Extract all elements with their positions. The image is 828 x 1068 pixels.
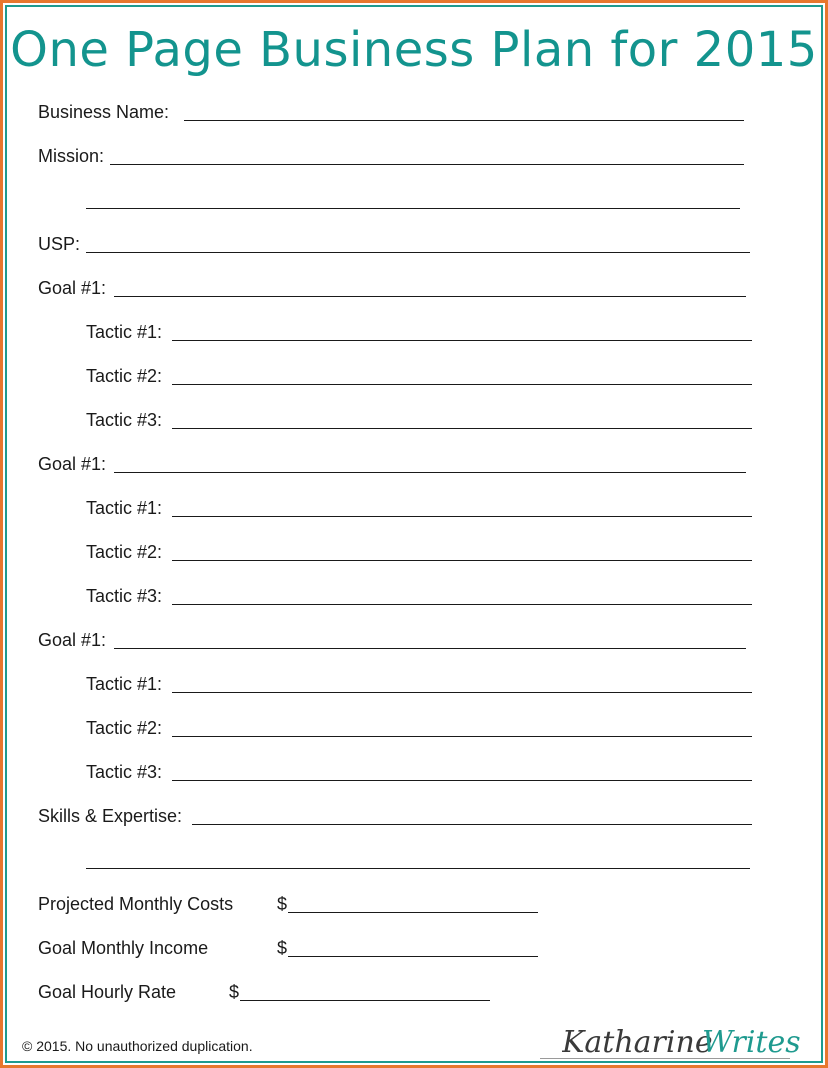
signature-katharine: Katharine: [562, 1025, 713, 1060]
tactic-label: Tactic #3:: [86, 586, 163, 606]
signature-writes: Writes: [702, 1025, 801, 1060]
mission-label: Mission:: [38, 146, 105, 166]
tactic-label: Tactic #2:: [86, 718, 163, 738]
tactic-field[interactable]: [172, 736, 752, 737]
skills-label: Skills & Expertise:: [38, 806, 183, 826]
usp-label: USP:: [38, 234, 81, 254]
tactic-label: Tactic #1:: [86, 674, 163, 694]
dollar-sign: $: [277, 938, 288, 958]
hourly-rate-label: Goal Hourly Rate: [38, 982, 177, 1002]
tactic-field[interactable]: [172, 780, 752, 781]
monthly-income-field[interactable]: [288, 956, 538, 957]
business-name-label: Business Name:: [38, 102, 170, 122]
tactic-label: Tactic #3:: [86, 410, 163, 430]
page-title: One Page Business Plan for 2015: [10, 22, 818, 78]
monthly-income-label: Goal Monthly Income: [38, 938, 209, 958]
goal-field[interactable]: [114, 296, 746, 297]
goal-label: Goal #1:: [38, 454, 107, 474]
tactic-label: Tactic #2:: [86, 366, 163, 386]
business-name-field[interactable]: [184, 120, 744, 121]
projected-costs-label: Projected Monthly Costs: [38, 894, 234, 914]
tactic-field[interactable]: [172, 516, 752, 517]
goal-label: Goal #1:: [38, 278, 107, 298]
goal-field[interactable]: [114, 648, 746, 649]
mission-field-continued[interactable]: [86, 208, 740, 209]
goal-label: Goal #1:: [38, 630, 107, 650]
tactic-label: Tactic #1:: [86, 498, 163, 518]
hourly-rate-field[interactable]: [240, 1000, 490, 1001]
tactic-field[interactable]: [172, 384, 752, 385]
projected-costs-field[interactable]: [288, 912, 538, 913]
tactic-field[interactable]: [172, 604, 752, 605]
dollar-sign: $: [229, 982, 240, 1002]
mission-field[interactable]: [110, 164, 744, 165]
tactic-label: Tactic #1:: [86, 322, 163, 342]
tactic-field[interactable]: [172, 428, 752, 429]
tactic-label: Tactic #2:: [86, 542, 163, 562]
tactic-field[interactable]: [172, 340, 752, 341]
tactic-field[interactable]: [172, 692, 752, 693]
tactic-label: Tactic #3:: [86, 762, 163, 782]
dollar-sign: $: [277, 894, 288, 914]
copyright-notice: © 2015. No unauthorized duplication.: [22, 1038, 253, 1054]
skills-field-continued[interactable]: [86, 868, 750, 869]
skills-field[interactable]: [192, 824, 752, 825]
tactic-field[interactable]: [172, 560, 752, 561]
goal-field[interactable]: [114, 472, 746, 473]
usp-field[interactable]: [86, 252, 750, 253]
signature-logo: [562, 1018, 802, 1062]
